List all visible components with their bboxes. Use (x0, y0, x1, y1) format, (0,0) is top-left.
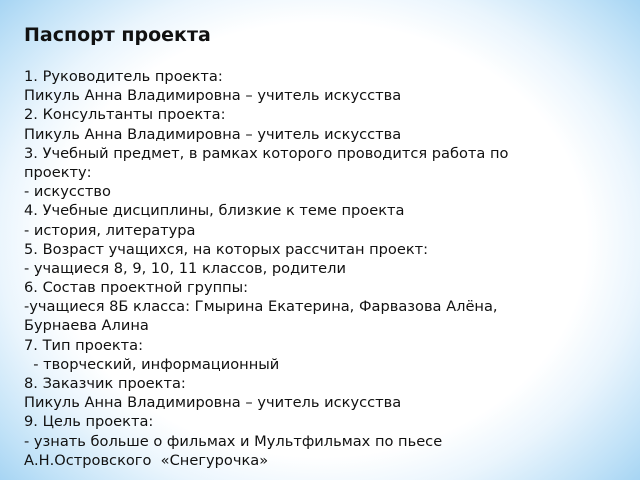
text-line: 1. Руководитель проекта: (24, 68, 223, 85)
text-line: 3. Учебный предмет, в рамках которого проводится работа по (24, 144, 509, 162)
text-line: - узнать больше о фильмах и Мультфильмах по пьесе (24, 432, 443, 450)
text-line: 8. Заказчик проекта: (24, 375, 186, 392)
text-line: - искусство (24, 183, 111, 201)
text-line: - история, литература (24, 221, 196, 239)
text-line: 4. Учебные дисциплины, близкие к теме проекта (24, 202, 405, 220)
text-line: 7. Тип проекта: (24, 336, 144, 354)
text-line: Пикуль Анна Владимировна – учитель искусства (24, 87, 402, 105)
text-line: - учащиеся 8, 9, 10, 11 классов, родители (24, 259, 346, 277)
text-line: Пикуль Анна Владимировна – учитель искусства (24, 125, 402, 143)
text-line: 2. Консультанты проекта: (24, 106, 226, 124)
text-line: - творческий, информационный (24, 355, 280, 373)
text-line: Пикуль Анна Владимировна – учитель искусства (24, 394, 402, 412)
text-line: проекту: (24, 163, 92, 181)
text-line: 6. Состав проектной группы: (24, 279, 249, 297)
text-line: -учащиеся 8Б класса: Гмырина Екатерина, Фарвазова Алёна, (24, 298, 498, 316)
page-title: Паспорт проекта (24, 24, 211, 46)
text-line: А.Н.Островского «Снегурочка» (24, 451, 269, 469)
text-line: 5. Возраст учащихся, на которых рассчитан проект: (24, 240, 429, 258)
project-passport-text (24, 67, 624, 470)
text-line: 9. Цель проекта: (24, 413, 154, 431)
text-line: Бурнаева Алина (24, 317, 149, 335)
